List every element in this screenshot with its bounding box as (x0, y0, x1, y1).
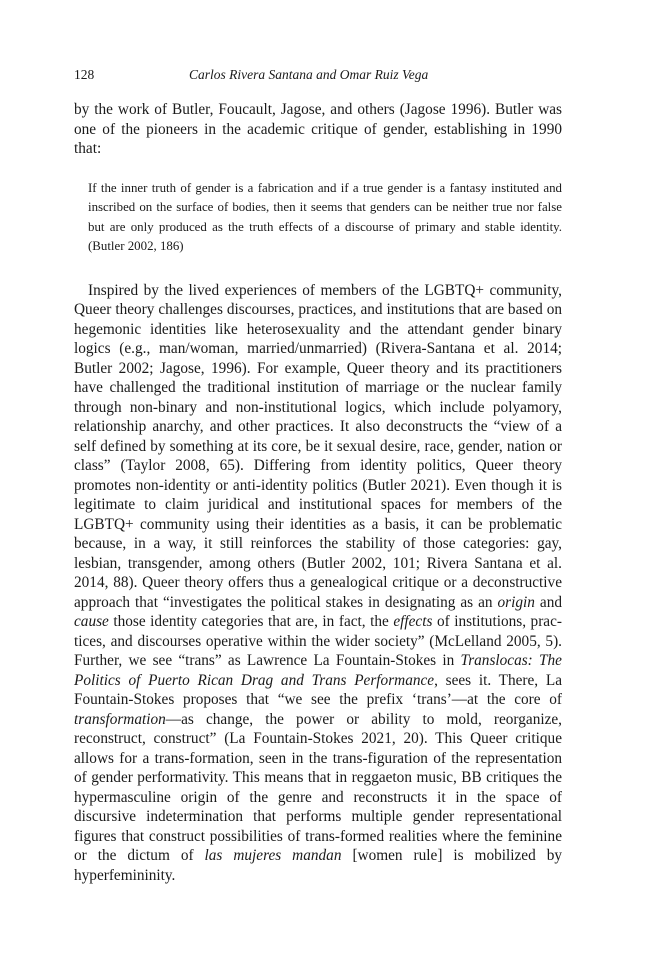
body-text-segment: , sees it. There, La Fountain-Stokes proposes that “we see the prefix ‘trans’—at the core of (74, 671, 563, 709)
intro-paragraph: by the work of Butler, Foucault, Jagose, and others (Jagose 1996). Butler was one of the pioneers in the academic critique of gender, establishing in 1990 that: (74, 101, 562, 157)
body-text-segment: and (534, 593, 562, 611)
italic-cause: cause (74, 613, 109, 631)
book-page (74, 66, 562, 885)
body-text-segment: [women rule] is mobilized by hyperfemininity. (74, 847, 562, 884)
italic-transformation: transformation (74, 710, 166, 728)
italic-origin: origin (497, 593, 535, 611)
body-text-segment: Inspired by the lived experiences of members of the LGBTQ+ community, Queer theory challenges discourses, practices, and institutions that are based on hegemonic identities like heterosexuality and the attendant gender binary logics (e.g., man/woman, married/unmarried) (Rivera-Santana et al. 2014; Butler 2002; Jagose, 1996). For example, Queer theory and its practitioners have challenged the traditional institution of marriage or the nuclear family through non-binary and non-institutional logics, which include polyamory, relationship anarchy, and other practices. It also deconstructs the “view of a self defined by something at its core, be it sexual desire, race, gender, nation or class” (Taylor 2008, 65). Differing from identity politics, Queer theory promotes non-identity or anti-identity politics (Butler 2021). Even though it is legitimate to claim juridical and institutional spaces for members of the LGBTQ+ community using their identities as a basis, it can be problematic because, in a way, it still reinforces the stability of those categories: gay, lesbian, transgender, among others (Butler 2002, 101; Rivera Santana et al. 2014, 88). Queer theory offers thus a genealogical critique or a deconstructive approach that “investigates the political stakes in designating as an (74, 281, 562, 611)
body-text-segment: of institutions, practices, and discourses operative within the wider society” (McLelland 2005, 5). Further, we see “trans” as Lawrence La Fountain-Stokes in (74, 613, 562, 670)
running-title: Carlos Rivera Santana and Omar Ruiz Vega (189, 67, 429, 82)
block-quote: If the inner truth of gender is a fabrication and if a true gender is a fantasy instituted and inscribed on the surface of bodies, then it seems that genders can be neither true nor false but are only produced as the truth effects of a discourse of primary and stable identity. (Butler 2002, 186) (88, 180, 562, 254)
italic-las-mujeres-mandan: las mujeres mandan (204, 847, 342, 865)
italic-effects: effects (393, 613, 433, 631)
body-text-segment: —as change, the power or ability to mold, reorganize, reconstruct, construct” (La Fountain-Stokes 2021, 20). This Queer critique allows for a trans-formation, seen in the trans-figuration of the representation of gender performativity. This means that in reggaeton music, BB critiques the hypermasculine origin of the genre and reconstructs it in the space of discursive indetermination that performs multiple gender representational figures that construct possibilities of trans-formed realities where the feminine or the dictum of (74, 710, 562, 865)
italic-book-title: Translocas: The Politics of Puerto Rican Drag and Trans Performance (74, 652, 562, 689)
running-header (74, 66, 562, 84)
body-text-segment: those identity categories that are, in fact, the (108, 613, 394, 631)
body-paragraph (74, 281, 562, 886)
page-number: 128 (74, 67, 95, 82)
